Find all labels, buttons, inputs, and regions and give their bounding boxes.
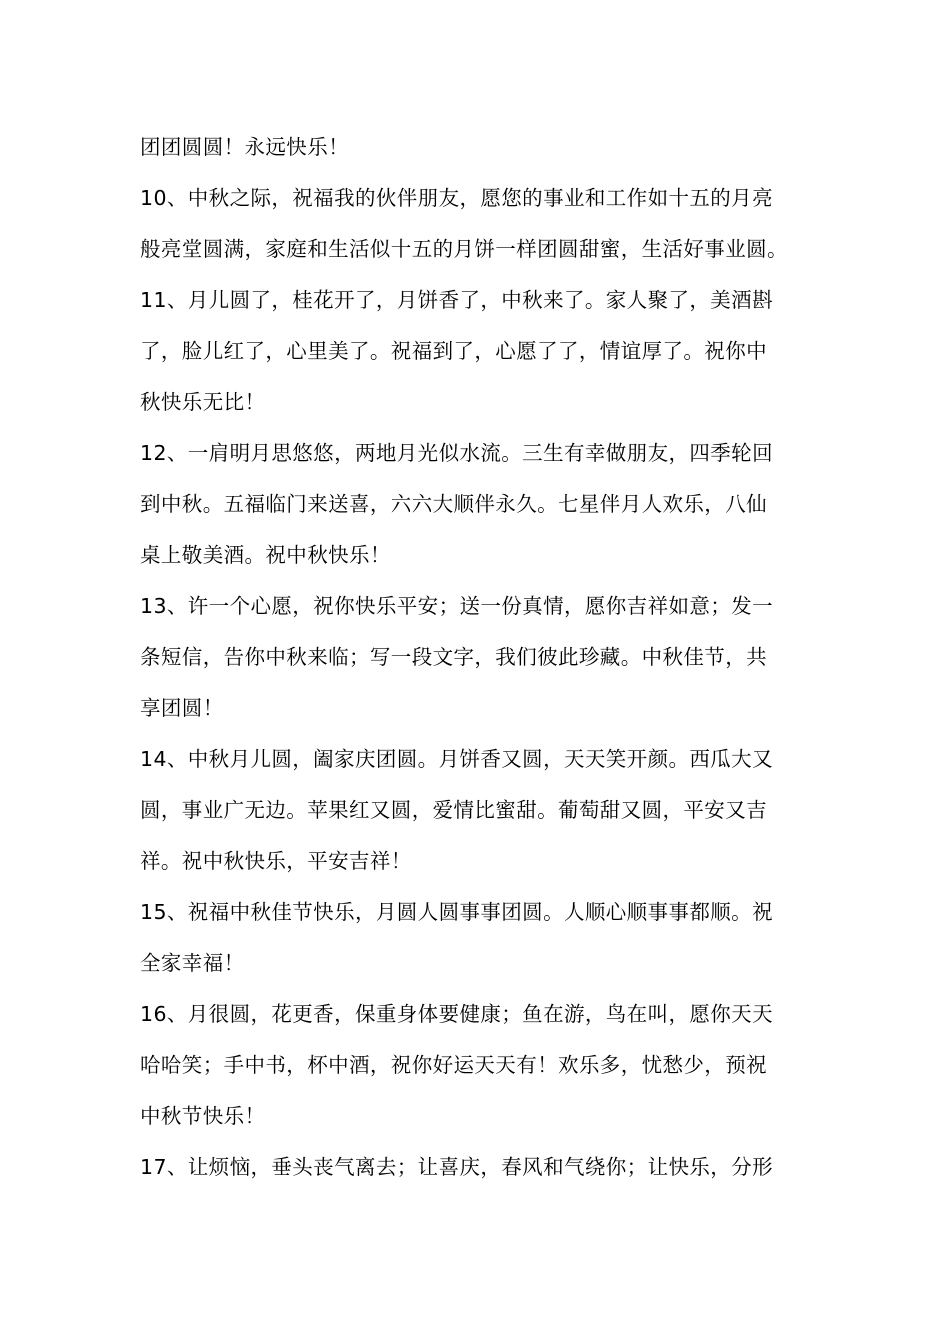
text-line: 12、一肩明月思悠悠，两地月光似水流。三生有幸做朋友，四季轮回	[140, 441, 773, 465]
text-line: 享团圆！	[140, 696, 224, 720]
document-body	[140, 122, 820, 1193]
paragraph	[140, 887, 820, 989]
text-line: 圆，事业广无边。苹果红又圆，爱情比蜜甜。葡萄甜又圆，平安又吉	[140, 798, 767, 822]
text-line: 般亮堂圆满，家庭和生活似十五的月饼一样团圆甜蜜，生活好事业圆。	[140, 237, 788, 261]
paragraph	[140, 581, 820, 734]
text-line: 桌上敬美酒。祝中秋快乐！	[140, 543, 391, 567]
paragraph	[140, 989, 820, 1142]
text-line: 17、让烦恼，垂头丧气离去；让喜庆，春风和气绕你；让快乐，分形	[140, 1155, 773, 1179]
text-line: 哈哈笑；手中书，杯中酒，祝你好运天天有！欢乐多，忧愁少，预祝	[140, 1053, 767, 1077]
text-line: 秋快乐无比！	[140, 390, 266, 414]
text-line: 13、许一个心愿，祝你快乐平安；送一份真情，愿你吉祥如意；发一	[140, 594, 773, 618]
text-line: 团团圆圆！永远快乐！	[140, 135, 349, 159]
paragraph	[140, 1142, 820, 1193]
text-line: 了，脸儿红了，心里美了。祝福到了，心愿了了，情谊厚了。祝你中	[140, 339, 767, 363]
text-line: 到中秋。五福临门来送喜，六六大顺伴永久。七星伴月人欢乐，八仙	[140, 492, 767, 516]
text-line: 15、祝福中秋佳节快乐，月圆人圆事事团圆。人顺心顺事事都顺。祝	[140, 900, 773, 924]
paragraph	[140, 275, 820, 428]
text-line: 10、中秋之际，祝福我的伙伴朋友，愿您的事业和工作如十五的月亮	[140, 186, 773, 210]
text-line: 14、中秋月儿圆，阖家庆团圆。月饼香又圆，天天笑开颜。西瓜大又	[140, 747, 773, 771]
paragraph	[140, 122, 820, 173]
text-line: 全家幸福！	[140, 951, 245, 975]
paragraph	[140, 173, 820, 275]
text-line: 11、月儿圆了，桂花开了，月饼香了，中秋来了。家人聚了，美酒斟	[140, 288, 773, 312]
text-line: 中秋节快乐！	[140, 1104, 266, 1128]
text-line: 祥。祝中秋快乐，平安吉祥！	[140, 849, 412, 873]
text-line: 16、月很圆，花更香，保重身体要健康；鱼在游，鸟在叫，愿你天天	[140, 1002, 773, 1026]
text-line: 条短信，告你中秋来临；写一段文字，我们彼此珍藏。中秋佳节，共	[140, 645, 767, 669]
paragraph	[140, 428, 820, 581]
paragraph	[140, 734, 820, 887]
